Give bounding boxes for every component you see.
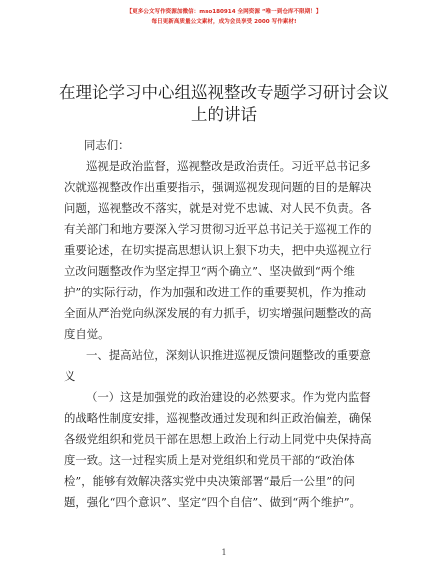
paragraph-line: （一）这是加强党的政治建设的必然要求。作为党内监督 [86, 390, 371, 404]
paragraph-line: 次就巡视整改作出重要指示，强调巡视发现问题的目的是解决 [64, 180, 372, 194]
promo-banner-line-1: 【更多公文写作资源加微信：mso180914 全网资源 “唯一到仓库不限期！】 [126, 9, 322, 15]
paragraph-line: 度一致。这一过程实质上是对党组织和党员干部的“政治体 [64, 453, 355, 467]
paragraph-line: 全面从严治党向纵深发展的有力抓手，切实增强问题整改的高 [64, 306, 372, 320]
section-heading: 一、提高站位，深刻认识推进巡视反馈问题整改的重要意 [86, 348, 371, 362]
document-title [40, 82, 408, 126]
salutation: 同志们： [84, 138, 130, 152]
paragraph-line: 题，强化“四个意识”、坚定“四个自信”、做到“两个维护”。 [64, 495, 361, 509]
paragraph-line: 重要论述，在切实提高思想认识上狠下功夫，把中央巡视立行 [64, 243, 372, 257]
paragraph-line: 有关部门和地方要深入学习贯彻习近平总书记关于巡视工作的 [64, 222, 372, 236]
title-line: 在理论学习中心组巡视整改专题学习研讨会议 [59, 83, 389, 102]
document-body [64, 135, 386, 513]
section-heading: 义 [64, 369, 76, 383]
paragraph-line: 护”的实际行动，作为加强和改进工作的重要契机，作为推动 [64, 285, 366, 299]
paragraph-line: 各级党组织和党员干部在思想上政治上行动上同党中央保持高 [64, 432, 372, 446]
paragraph-line: 检”，能够有效解决落实党中央决策部署“最后一公里”的问 [64, 474, 355, 488]
paragraph-line: 度自觉。 [64, 327, 110, 341]
paragraph-line: 立改问题整改作为坚定捍卫“两个确立”、坚决做到“两个维 [64, 264, 355, 278]
paragraph-line: 巡视是政治监督，巡视整改是政治责任。习近平总书记多 [86, 159, 371, 173]
page-number: 1 [221, 548, 227, 557]
title-line: 上的讲话 [191, 105, 257, 124]
paragraph-line: 问题，巡视整改不落实，就是对党不忠诚、对人民不负责。各 [64, 201, 372, 215]
paragraph-line: 的战略性制度安排，巡视整改通过发现和纠正政治偏差，确保 [64, 411, 372, 425]
promo-banner-line-2: 每日更新高质量公文素材，成为会员享受 2000 写作素材! [151, 19, 297, 25]
